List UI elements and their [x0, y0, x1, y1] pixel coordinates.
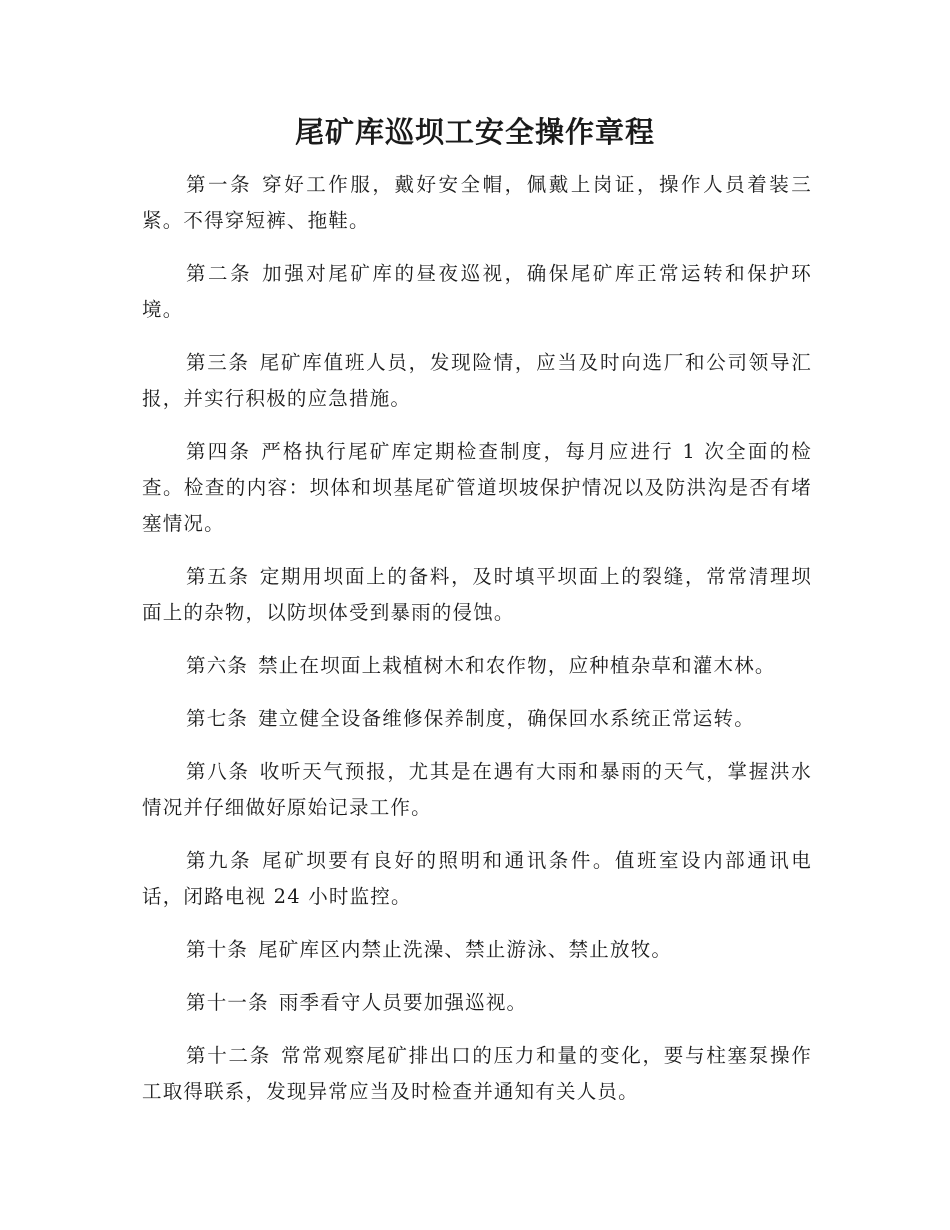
article-number: 第一条	[186, 173, 253, 196]
article-8	[142, 754, 812, 826]
article-3	[142, 345, 812, 417]
article-text: 禁止在坝面上栽植树木和农作物，应种植杂草和灌木林。	[258, 654, 776, 677]
article-1	[142, 167, 812, 239]
article-10	[142, 932, 812, 968]
article-7	[142, 701, 812, 737]
article-number: 第三条	[186, 351, 250, 374]
article-text: 定期用坝面上的备料，及时填平坝面上的裂缝，常常清理坝面上的杂物，以防坝体受到暴雨的侵蚀。	[142, 565, 812, 624]
article-number: 第七条	[186, 707, 249, 730]
article-text: 尾矿坝要有良好的照明和通讯条件。值班室设内部通讯电话，闭路电视 24 小时监控。	[142, 849, 812, 908]
article-number: 第九条	[186, 849, 253, 872]
article-text: 尾矿库区内禁止洗澡、禁止游泳、禁止放牧。	[258, 938, 673, 961]
article-number: 第四条	[186, 440, 252, 463]
article-text: 加强对尾矿库的昼夜巡视，确保尾矿库正常运转和保护环境。	[142, 262, 812, 321]
article-6	[142, 648, 812, 684]
article-text: 收听天气预报，尤其是在遇有大雨和暴雨的天气，掌握洪水情况并仔细做好原始记录工作。	[142, 760, 812, 819]
document-title: 尾矿库巡坝工安全操作章程	[294, 115, 655, 149]
article-number: 第六条	[186, 654, 249, 677]
article-number: 第十条	[186, 938, 249, 961]
article-2	[142, 256, 812, 328]
article-text: 严格执行尾矿库定期检查制度，每月应进行 1 次全面的检查。检查的内容：坝体和坝基尾矿管道坝坡保护情况以及防洪沟是否有堵塞情况。	[142, 440, 812, 535]
article-text: 尾矿库值班人员，发现险情，应当及时向选厂和公司领导汇报，并实行积极的应急措施。	[142, 351, 812, 410]
article-number: 第五条	[186, 565, 250, 588]
article-number: 第十一条	[186, 991, 269, 1014]
article-11	[142, 985, 812, 1021]
article-4	[142, 434, 812, 542]
article-number: 第二条	[186, 262, 253, 285]
article-text: 建立健全设备维修保养制度，确保回水系统正常运转。	[258, 707, 755, 730]
article-number: 第八条	[186, 760, 250, 783]
article-5	[142, 559, 812, 631]
article-9	[142, 843, 812, 915]
article-text: 穿好工作服，戴好安全帽，佩戴上岗证，操作人员着装三紧。不得穿短裤、拖鞋。	[142, 173, 812, 232]
article-text: 雨季看守人员要加强巡视。	[278, 991, 528, 1014]
article-12	[142, 1038, 812, 1110]
article-text: 常常观察尾矿排出口的压力和量的变化，要与柱塞泵操作工取得联系，发现异常应当及时检查并通知有关人员。	[142, 1044, 812, 1103]
article-number: 第十二条	[186, 1044, 272, 1067]
document-body	[142, 167, 812, 1127]
